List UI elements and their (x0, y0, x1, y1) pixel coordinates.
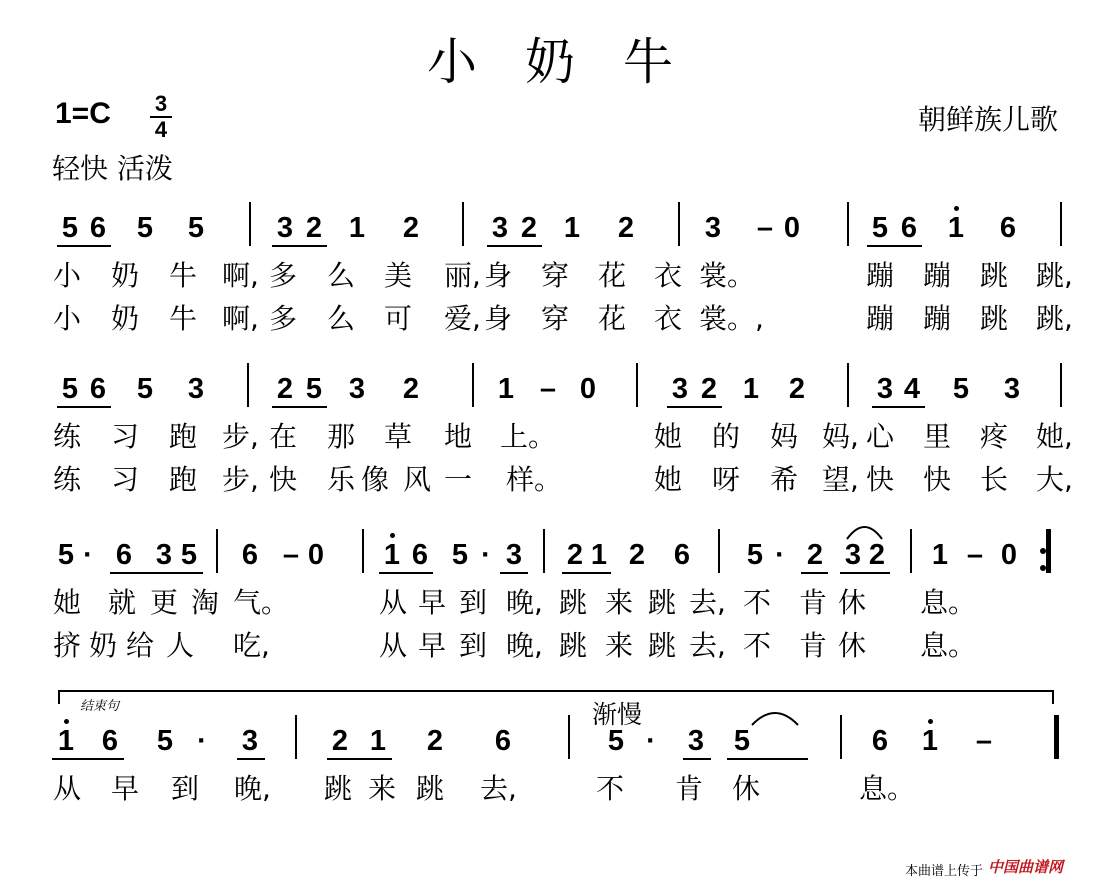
note: 5 (61, 373, 79, 405)
barline (216, 529, 218, 573)
lyric-verse2: 快 (269, 463, 298, 496)
note: 3 (876, 373, 894, 405)
barline (362, 529, 364, 573)
barline (247, 363, 249, 407)
lyric-verse2: 奶 (89, 629, 118, 662)
lyric-verse1: 就 (108, 586, 137, 619)
lyric-verse1: 跳 (648, 586, 677, 619)
note: 6 (241, 539, 259, 571)
lyric-verse2: 习 (111, 463, 140, 496)
lyric-verse1: 息。 (859, 772, 916, 805)
lyric-verse1: 裳。 (699, 259, 756, 292)
note: 3 (1003, 373, 1021, 405)
lyric-verse2: 早 (418, 629, 447, 662)
note: 1 (383, 539, 401, 571)
barline (543, 529, 545, 573)
beam-underline (57, 406, 111, 408)
lyric-verse2: 快 (923, 463, 952, 496)
note: 6 (871, 725, 889, 757)
note: 6 (89, 373, 107, 405)
lyric-verse1: 晚, (234, 772, 271, 805)
lyric-verse2: 望, (822, 463, 859, 496)
note: 2 (276, 373, 294, 405)
lyric-verse1: 不 (743, 586, 772, 619)
lyric-verse2: 练 (53, 463, 82, 496)
ending-bracket (58, 690, 1054, 704)
note: 5 (156, 725, 174, 757)
repeat-dot (1040, 548, 1046, 554)
octave-dot (928, 719, 933, 724)
lyric-verse1: 来 (368, 772, 397, 805)
time-sig-top: 3 (154, 91, 168, 116)
lyric-verse2: 人 (166, 629, 195, 662)
note: 2 (566, 539, 584, 571)
note: 1 (497, 373, 515, 405)
lyric-verse1: 到 (459, 586, 488, 619)
beam-underline (801, 572, 828, 574)
lyric-verse1: 多 (269, 259, 298, 292)
lyric-verse1: 息。 (920, 586, 977, 619)
note: 6 (115, 539, 133, 571)
lyric-verse2: 她 (654, 463, 683, 496)
lyric-verse2: 裳。, (699, 302, 764, 335)
note: 1 (947, 212, 965, 244)
octave-dot (954, 206, 959, 211)
note: 6 (411, 539, 429, 571)
lyric-verse1: 疼 (980, 420, 1009, 453)
lyric-verse2: 从 (379, 629, 408, 662)
note: 3 (505, 539, 523, 571)
tempo-marking: 轻快 活泼 (52, 152, 173, 185)
beam-underline (327, 758, 392, 760)
lyric-verse1: 早 (111, 772, 140, 805)
key-signature: 1=C (55, 97, 111, 130)
repeat-dot (1040, 565, 1046, 571)
barline (678, 202, 680, 246)
lyric-verse2: 步, (222, 463, 259, 496)
lyric-verse1: 步, (222, 420, 259, 453)
lyric-verse1: 地 (444, 420, 473, 453)
barline (249, 202, 251, 246)
lyric-verse1: 休 (838, 586, 867, 619)
note: 5 (57, 539, 75, 571)
note: – (975, 725, 993, 757)
note: · (481, 539, 491, 571)
note: 3 (671, 373, 689, 405)
note: 5 (305, 373, 323, 405)
lyric-verse2: 去, (689, 629, 726, 662)
lyric-verse2: 牛 (169, 302, 198, 335)
barline (295, 715, 297, 759)
lyric-verse1: 上。 (500, 420, 557, 453)
lyric-verse2: 啊, (222, 302, 259, 335)
lyric-verse1: 穿 (541, 259, 570, 292)
note: 5 (180, 539, 198, 571)
lyric-verse1: 跑 (169, 420, 198, 453)
lyric-verse2: 奶 (111, 302, 140, 335)
lyric-verse1: 跳 (559, 586, 588, 619)
lyric-verse2: 肯 (799, 629, 828, 662)
note: · (646, 725, 656, 757)
composer-credit: 朝鲜族儿歌 (917, 103, 1058, 136)
slur-arc (847, 527, 882, 539)
note: 6 (999, 212, 1017, 244)
barline (1060, 363, 1062, 407)
note: 3 (348, 373, 366, 405)
lyric-verse2: 爱, (444, 302, 481, 335)
lyric-verse1: 来 (605, 586, 634, 619)
barline (847, 202, 849, 246)
note: 3 (276, 212, 294, 244)
beam-underline (57, 245, 111, 247)
beam-underline (110, 572, 203, 574)
beam-underline (237, 758, 265, 760)
barline (840, 715, 842, 759)
lyric-verse1: 她 (53, 586, 82, 619)
lyric-verse1: 么 (327, 259, 356, 292)
barline (847, 363, 849, 407)
barline (718, 529, 720, 573)
barline (636, 363, 638, 407)
lyric-verse2: 穿 (541, 302, 570, 335)
note: 2 (331, 725, 349, 757)
note: 0 (1000, 539, 1018, 571)
lyric-verse2: 跳 (648, 629, 677, 662)
lyric-verse1: 那 (327, 420, 356, 453)
lyric-verse2: 一 (444, 463, 473, 496)
note: 2 (700, 373, 718, 405)
lyric-verse1: 她 (654, 420, 683, 453)
note: 5 (136, 373, 154, 405)
note: 1 (742, 373, 760, 405)
note: 6 (673, 539, 691, 571)
lyric-verse1: 小 (53, 259, 82, 292)
note: 3 (187, 373, 205, 405)
lyric-verse2: 多 (269, 302, 298, 335)
lyric-verse1: 习 (111, 420, 140, 453)
lyric-verse1: 蹦 (866, 259, 895, 292)
beam-underline (272, 245, 327, 247)
note: 5 (61, 212, 79, 244)
beam-underline (667, 406, 722, 408)
lyric-verse2: 不 (743, 629, 772, 662)
lyric-verse1: 去, (480, 772, 517, 805)
note: – (756, 212, 774, 244)
lyric-verse1: 身 (484, 259, 513, 292)
lyric-verse2: 晚, (506, 629, 543, 662)
beam-underline (272, 406, 327, 408)
time-signature (147, 93, 175, 141)
lyric-verse1: 不 (596, 772, 625, 805)
note: 5 (187, 212, 205, 244)
lyric-verse1: 肯 (799, 586, 828, 619)
lyric-verse1: 早 (418, 586, 447, 619)
note: 5 (451, 539, 469, 571)
lyric-verse1: 气。 (233, 586, 290, 619)
time-sig-bottom: 4 (154, 117, 168, 142)
lyric-verse2: 蹦 (923, 302, 952, 335)
note: 2 (402, 373, 420, 405)
note: · (775, 539, 785, 571)
note: 2 (426, 725, 444, 757)
lyric-verse2: 休 (838, 629, 867, 662)
lyric-verse2: 跳 (980, 302, 1009, 335)
note: 5 (733, 725, 751, 757)
lyric-verse1: 更 (150, 586, 179, 619)
lyric-verse2: 可 (384, 302, 413, 335)
note: 2 (402, 212, 420, 244)
beam-underline (52, 758, 124, 760)
lyric-verse1: 她, (1036, 420, 1073, 453)
lyric-verse1: 跳, (1036, 259, 1073, 292)
lyric-verse1: 奶 (111, 259, 140, 292)
lyric-verse2: 衣 (654, 302, 683, 335)
lyric-verse1: 跳 (980, 259, 1009, 292)
site-logo: 中国曲谱网 (988, 859, 1064, 876)
lyric-verse2: 给 (126, 629, 155, 662)
note: 1 (563, 212, 581, 244)
ending-label: 结束句 (80, 699, 120, 714)
note: – (282, 539, 300, 571)
note: 1 (57, 725, 75, 757)
note: 1 (348, 212, 366, 244)
lyric-verse1: 从 (379, 586, 408, 619)
note: 0 (783, 212, 801, 244)
lyric-verse2: 吃, (233, 629, 270, 662)
note: 3 (704, 212, 722, 244)
lyric-verse1: 跳 (416, 772, 445, 805)
note: 1 (931, 539, 949, 571)
barline (568, 715, 570, 759)
song-title: 小奶牛 (427, 33, 721, 91)
note: 2 (617, 212, 635, 244)
lyric-verse2: 大, (1036, 463, 1073, 496)
beam-underline (562, 572, 611, 574)
lyric-verse1: 草 (384, 420, 413, 453)
beam-underline (840, 572, 890, 574)
lyric-verse2: 跳, (1036, 302, 1073, 335)
lyric-verse1: 休 (732, 772, 761, 805)
beam-underline (379, 572, 433, 574)
lyric-verse2: 乐 (327, 463, 356, 496)
lyric-verse2: 蹦 (866, 302, 895, 335)
note: 3 (155, 539, 173, 571)
note: 3 (844, 539, 862, 571)
lyric-verse2: 风 (403, 463, 432, 496)
lyric-verse1: 的 (712, 420, 741, 453)
ritardando-marking: 渐慢 (592, 700, 643, 729)
note: 3 (241, 725, 259, 757)
note: 1 (921, 725, 939, 757)
barline (462, 202, 464, 246)
lyric-verse2: 样。 (506, 463, 563, 496)
lyric-verse2: 么 (327, 302, 356, 335)
note: 3 (687, 725, 705, 757)
note: 6 (101, 725, 119, 757)
lyric-verse1: 蹦 (923, 259, 952, 292)
note: · (197, 725, 207, 757)
lyric-verse1: 练 (53, 420, 82, 453)
note: 6 (900, 212, 918, 244)
lyric-verse1: 衣 (654, 259, 683, 292)
barline (910, 529, 912, 573)
note: 0 (307, 539, 325, 571)
beam-underline (872, 406, 925, 408)
note: 5 (952, 373, 970, 405)
lyric-verse1: 妈, (822, 420, 859, 453)
lyric-verse2: 像 (361, 463, 390, 496)
lyric-verse1: 淘 (191, 586, 220, 619)
octave-dot (390, 533, 395, 538)
lyric-verse2: 花 (598, 302, 627, 335)
lyric-verse2: 快 (866, 463, 895, 496)
lyric-verse2: 到 (459, 629, 488, 662)
note: 5 (136, 212, 154, 244)
lyric-verse1: 在 (269, 420, 298, 453)
note: 2 (305, 212, 323, 244)
lyric-verse1: 去, (689, 586, 726, 619)
beam-underline (683, 758, 711, 760)
lyric-verse2: 息。 (920, 629, 977, 662)
note: 4 (903, 373, 921, 405)
note: 2 (806, 539, 824, 571)
lyric-verse2: 跑 (169, 463, 198, 496)
lyric-verse1: 美 (384, 259, 413, 292)
lyric-verse2: 跳 (559, 629, 588, 662)
lyric-verse2: 挤 (53, 629, 82, 662)
note: – (966, 539, 984, 571)
note: 1 (590, 539, 608, 571)
note: 6 (89, 212, 107, 244)
lyric-verse1: 跳 (324, 772, 353, 805)
lyric-verse2: 呀 (712, 463, 741, 496)
slur-arc (752, 713, 798, 725)
final-barline (1054, 715, 1059, 759)
footer-note: 本曲谱上传于 (905, 864, 984, 879)
slur (845, 521, 884, 541)
lyric-verse1: 啊, (222, 259, 259, 292)
lyric-verse1: 从 (53, 772, 82, 805)
beam-underline (500, 572, 528, 574)
octave-dot (64, 719, 69, 724)
lyric-verse1: 到 (171, 772, 200, 805)
note: 2 (520, 212, 538, 244)
lyric-verse1: 丽, (444, 259, 481, 292)
slur (750, 707, 800, 727)
note: 6 (494, 725, 512, 757)
note: · (83, 539, 93, 571)
beam-underline (487, 245, 542, 247)
lyric-verse1: 妈 (770, 420, 799, 453)
lyric-verse2: 身 (484, 302, 513, 335)
lyric-verse2: 长 (980, 463, 1009, 496)
note: 1 (369, 725, 387, 757)
lyric-verse1: 里 (923, 420, 952, 453)
barline (1060, 202, 1062, 246)
lyric-verse1: 肯 (675, 772, 704, 805)
note: 3 (491, 212, 509, 244)
beam-underline (867, 245, 922, 247)
final-barline (1046, 529, 1051, 573)
lyric-verse1: 晚, (506, 586, 543, 619)
note: 5 (746, 539, 764, 571)
lyric-verse1: 牛 (169, 259, 198, 292)
lyric-verse2: 小 (53, 302, 82, 335)
lyric-verse1: 花 (598, 259, 627, 292)
beam-underline (727, 758, 808, 760)
lyric-verse2: 希 (770, 463, 799, 496)
note: 5 (871, 212, 889, 244)
note: 2 (628, 539, 646, 571)
note: 2 (788, 373, 806, 405)
lyric-verse2: 来 (605, 629, 634, 662)
note: 2 (868, 539, 886, 571)
lyric-verse1: 心 (866, 420, 895, 453)
note: 0 (579, 373, 597, 405)
note: – (539, 373, 557, 405)
barline (472, 363, 474, 407)
note: 5 (607, 725, 625, 757)
